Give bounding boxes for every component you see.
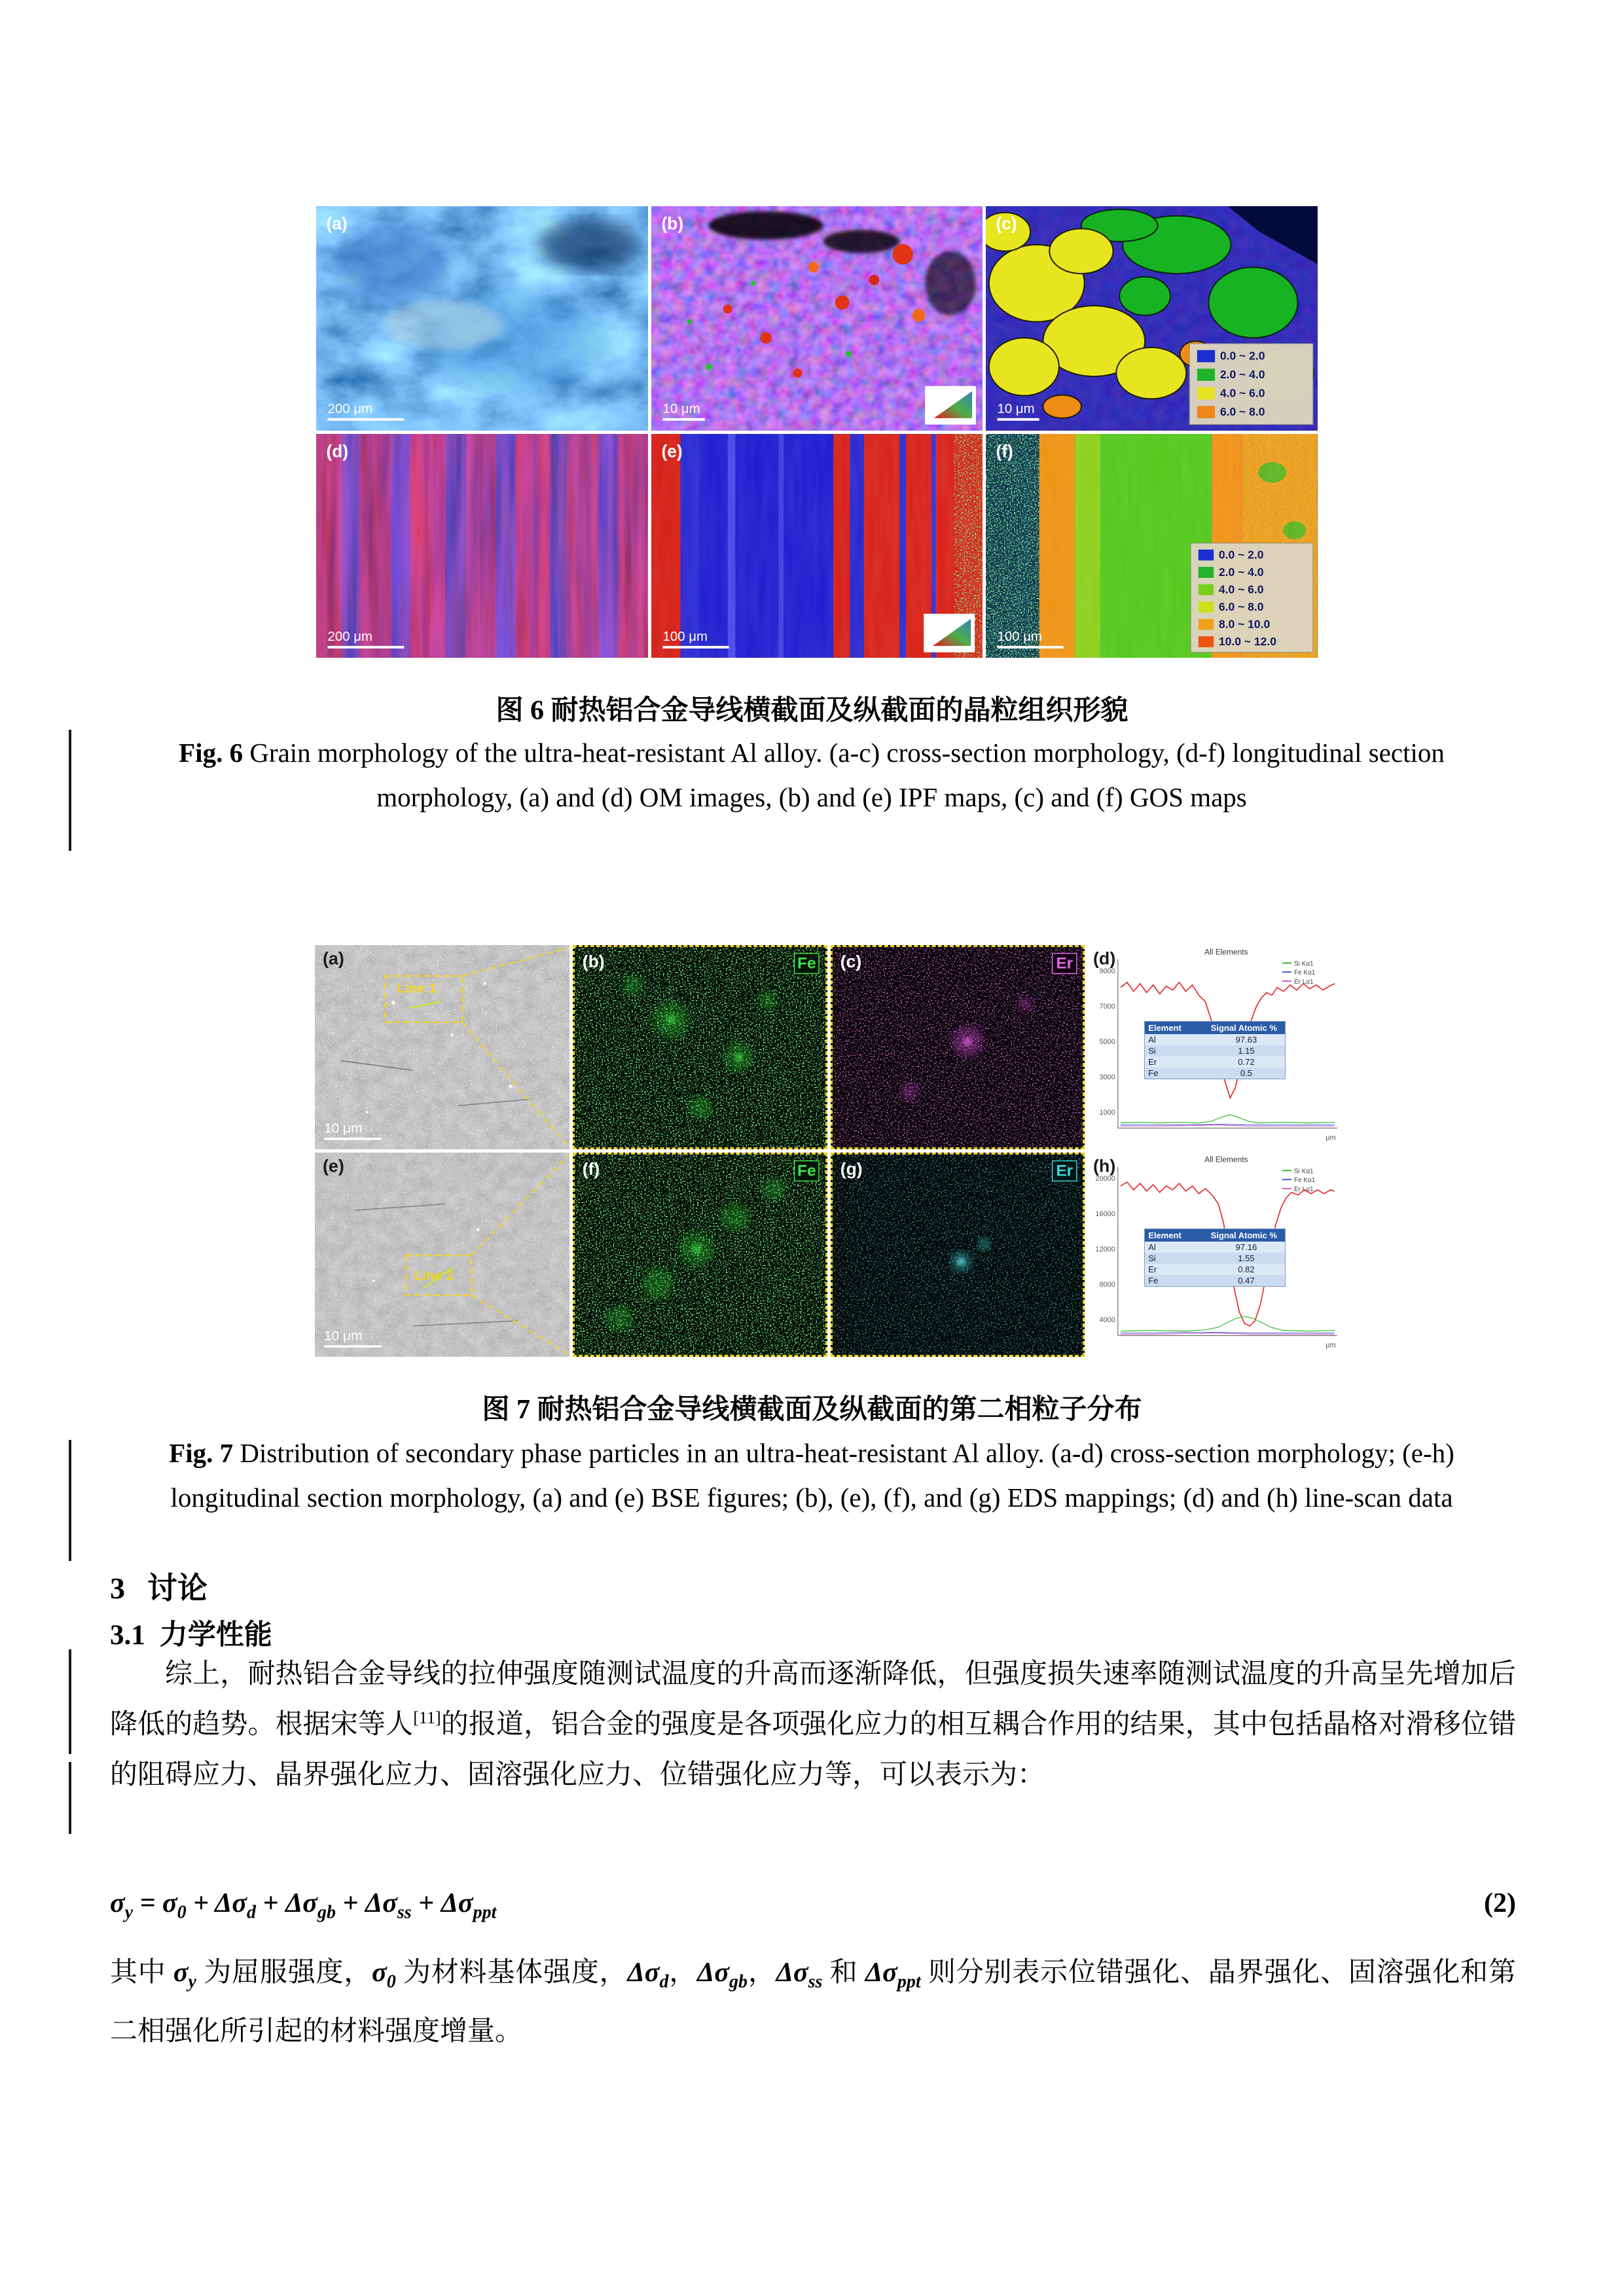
- plot-title: All Elements: [1204, 1155, 1248, 1164]
- ipf-triangle-inset: [925, 386, 976, 425]
- fig7-caption-en: [164, 1431, 1460, 1520]
- equation-body: $\sigma_y = \sigma_0 + \Delta\sigma_d + \Delta\sigma_{gb} + \Delta\sigma_{ss} + \Delta\sigma_{ppt}$: [110, 1888, 497, 1923]
- eds-table: [1144, 1229, 1286, 1287]
- fe-map-texture: [575, 947, 825, 1147]
- equation-2: [110, 1888, 1516, 1923]
- fig7-panel-linescan-long: [1088, 1153, 1343, 1357]
- panel-label: (c): [840, 952, 861, 971]
- fe-map-texture: [575, 1155, 825, 1355]
- paragraph-1-text-b: 的报道，铝合金的强度是各项强化应力的相互耦合作用的结果，其中包括晶格对滑移位错的阻碍应力、晶界强化应力、固溶强化应力、位错强化应力等，可以表示为：: [110, 1710, 1516, 1790]
- svg-text:7000: 7000: [1099, 1003, 1116, 1011]
- legend-swatch: [1197, 406, 1215, 418]
- section-title: 讨论: [147, 1571, 208, 1605]
- panel-label: (a): [326, 213, 348, 234]
- fig6-caption-zh: [0, 689, 1624, 728]
- svg-text:8000: 8000: [1099, 1281, 1116, 1289]
- svg-text:4000: 4000: [1099, 1316, 1116, 1324]
- panel-label: (c): [996, 213, 1017, 234]
- element-label: [794, 954, 818, 974]
- fig6-panel-gos-long: [986, 434, 1318, 658]
- plot-title: All Elements: [1204, 947, 1248, 957]
- legend-range: 4.0 ~ 6.0: [1220, 386, 1265, 400]
- figure-7-image-grid: [315, 945, 1343, 1357]
- legend-swatch: [1197, 387, 1215, 400]
- paragraph-1-text-a: 综上，耐热铝合金导线的拉伸强度随测试温度的升高而逐渐降低，但强度损失速率随测试温度的升高呈先增加后降低的趋势。根据宋等人: [110, 1659, 1516, 1740]
- panel-label: (b): [661, 213, 683, 234]
- legend-swatch: [1199, 549, 1214, 560]
- legend-range: 2.0 ~ 4.0: [1219, 565, 1264, 579]
- gos-legend: [1190, 344, 1314, 425]
- fig7-panel-er-map-cross: [831, 945, 1085, 1149]
- eds-table-header: Element Signal Atomic %: [1145, 1022, 1285, 1034]
- marker-label: Line 1: [397, 980, 437, 996]
- svg-text:Si Kα1: Si Kα1: [1294, 1168, 1314, 1175]
- legend-range: 0.0 ~ 2.0: [1220, 349, 1265, 363]
- legend-swatch: [1197, 350, 1215, 363]
- panel-label: (e): [661, 440, 683, 461]
- scale-label: 100 μm: [997, 628, 1043, 644]
- legend-swatch: [1199, 601, 1214, 613]
- revision-bar: [69, 1649, 71, 1754]
- svg-text:Si Kα1: Si Kα1: [1294, 960, 1314, 968]
- eds-table-header: Element Signal Atomic %: [1145, 1229, 1285, 1242]
- element-label: [1052, 1161, 1076, 1181]
- eds-table-row: Er 0.72: [1145, 1056, 1285, 1067]
- panel-label: (g): [840, 1159, 863, 1179]
- section-number: 3: [110, 1571, 125, 1605]
- svg-text:Fe: Fe: [797, 1162, 816, 1180]
- fig7-panel-bse-cross: [315, 945, 569, 1149]
- svg-text:1000: 1000: [1099, 1109, 1116, 1117]
- eds-table-row: Si 1.15: [1145, 1045, 1285, 1056]
- fig7-caption-en-label: Fig. 7: [169, 1438, 234, 1468]
- fig7-panel-er-map-long: [831, 1153, 1085, 1357]
- panel-label: (d): [326, 440, 349, 461]
- revision-bar: [69, 730, 71, 851]
- panel-label: (f): [996, 440, 1014, 461]
- legend-range: 10.0 ~ 12.0: [1219, 634, 1277, 648]
- scale-label: 100 μm: [662, 628, 708, 644]
- svg-text:Er: Er: [1055, 954, 1073, 973]
- er-map-texture: [833, 1155, 1083, 1355]
- fig6-caption-en-text: Grain morphology of the ultra-heat-resistant Al alloy. (a-c) cross-section morphology, (d-f) longitudinal section morphology, (a) and (d) OM images, (b) and (e) IPF maps, (c) and (f) GOS maps: [249, 738, 1445, 812]
- subsection-title: 力学性能: [159, 1620, 272, 1651]
- legend-range: 4.0 ~ 6.0: [1219, 582, 1264, 596]
- panel-label: (b): [582, 952, 605, 971]
- fig7-caption-zh: [0, 1388, 1624, 1427]
- panel-label: (e): [322, 1156, 344, 1176]
- legend-swatch: [1199, 619, 1214, 630]
- scale-label: 200 μm: [327, 628, 372, 644]
- legend-swatch: [1199, 584, 1214, 595]
- legend-swatch: [1199, 567, 1214, 578]
- scale-label: 10 μm: [323, 1328, 363, 1344]
- revision-bar: [69, 1440, 71, 1561]
- x-axis-label: μm: [1326, 1134, 1337, 1142]
- citation-ref-11: [11]: [413, 1708, 441, 1727]
- subsection-heading-mechanical: [110, 1613, 272, 1653]
- svg-text:16000: 16000: [1095, 1210, 1116, 1219]
- legend-swatch: [1197, 368, 1215, 381]
- fig6-panel-ipf-long: [651, 434, 983, 658]
- fig7-caption-zh-label: 图 7: [482, 1395, 530, 1425]
- panel-label: (a): [322, 948, 344, 969]
- svg-text:Fe: Fe: [797, 954, 816, 973]
- svg-text:12000: 12000: [1095, 1246, 1116, 1254]
- section-heading-discussion: [110, 1564, 208, 1607]
- eds-table-row: Fe 0.47: [1145, 1275, 1285, 1286]
- equation-number: (2): [1484, 1888, 1516, 1918]
- fig6-panel-ipf-cross: [651, 206, 983, 431]
- svg-text:Er Lα1: Er Lα1: [1294, 978, 1314, 986]
- paragraph-2: 其中 $\sigma_y$ 为屈服强度，$\sigma_0$ 为材料基体强度，$\Delta\sigma_d$，$\Delta\sigma_{gb}$，$\Delta\sigma_{ss}$ 和 $\Delta\sigma_{ppt}$ 则分别表示位错强化、晶界强化、固溶强化和第二相强化所引起的材料强度增量。: [110, 1958, 1516, 2047]
- fig7-caption-zh-text: 耐热铝合金导线横截面及纵截面的第二相粒子分布: [537, 1395, 1142, 1425]
- fig7-panel-fe-map-cross: [573, 945, 827, 1149]
- svg-text:20000: 20000: [1095, 1175, 1116, 1183]
- svg-text:Er: Er: [1055, 1162, 1073, 1180]
- fig6-caption-en-label: Fig. 6: [179, 738, 244, 768]
- fig6-panel-om-long: [316, 434, 648, 658]
- scale-label: 10 μm: [323, 1121, 363, 1136]
- eds-table-row: Al 97.16: [1145, 1242, 1285, 1253]
- ipf-triangle-inset: [924, 613, 975, 652]
- bse-texture: [315, 945, 569, 1149]
- er-map-texture: [833, 947, 1083, 1147]
- gos-legend: [1191, 543, 1313, 652]
- svg-text:Fe Kα1: Fe Kα1: [1294, 969, 1316, 977]
- legend-range: 8.0 ~ 10.0: [1219, 617, 1271, 630]
- scale-label: 10 μm: [997, 401, 1035, 417]
- om-cross-texture: [316, 206, 648, 431]
- panel-label: (f): [582, 1159, 600, 1179]
- fig7-caption-en-text: Distribution of secondary phase particles in an ultra-heat-resistant Al alloy. (a-d) cross-section morphology; (e-h) longitudinal section morphology, (a) and (e) BSE figures; (b), (e), (f), and (g) EDS mappings; (d) and (h) line-scan data: [170, 1438, 1454, 1513]
- fig6-panel-om-cross: [316, 206, 648, 431]
- legend-swatch: [1199, 636, 1214, 647]
- fig6-panel-gos-cross: [986, 206, 1318, 431]
- figure-6-image-grid: [316, 206, 1318, 658]
- fig6-caption-en: [164, 730, 1460, 819]
- eds-table: [1144, 1021, 1286, 1079]
- fig7-panel-linescan-cross: [1088, 945, 1343, 1149]
- fig7-panel-bse-long: [315, 1153, 569, 1357]
- svg-text:Er Lα1: Er Lα1: [1294, 1185, 1314, 1193]
- svg-text:9000: 9000: [1099, 967, 1116, 976]
- paragraph-2-text: 其中: [110, 1958, 173, 1988]
- paragraph-1: [110, 1649, 1516, 1801]
- fig7-panel-fe-map-long: [573, 1153, 827, 1357]
- legend-range: 6.0 ~ 8.0: [1220, 404, 1265, 418]
- eds-table-row: Fe 0.5: [1145, 1067, 1285, 1079]
- element-label: [794, 1161, 818, 1181]
- legend-range: 6.0 ~ 8.0: [1219, 600, 1264, 613]
- revision-bar: [69, 1762, 71, 1834]
- marker-label: Line 2: [414, 1268, 454, 1283]
- subsection-number: 3.1: [110, 1620, 145, 1651]
- panel-label: (h): [1093, 1156, 1116, 1176]
- svg-text:5000: 5000: [1099, 1038, 1116, 1047]
- bse-texture: [315, 1153, 569, 1357]
- scale-label: 200 μm: [327, 401, 372, 417]
- om-long-texture: [316, 434, 648, 658]
- scale-label: 10 μm: [662, 401, 700, 417]
- svg-text:Fe Kα1: Fe Kα1: [1294, 1177, 1316, 1185]
- fig6-caption-zh-text: 耐热铝合金导线横截面及纵截面的晶粒组织形貌: [550, 696, 1128, 726]
- eds-table-row: Al 97.63: [1145, 1034, 1285, 1045]
- eds-table-row: Er 0.82: [1145, 1264, 1285, 1275]
- legend-range: 0.0 ~ 2.0: [1219, 547, 1264, 561]
- x-axis-label: μm: [1326, 1341, 1337, 1350]
- legend-range: 2.0 ~ 4.0: [1220, 367, 1265, 382]
- eds-table-row: Si 1.55: [1145, 1253, 1285, 1264]
- element-label: [1052, 954, 1076, 974]
- fig6-caption-zh-label: 图 6: [496, 696, 544, 726]
- svg-text:3000: 3000: [1099, 1073, 1116, 1082]
- panel-label: (d): [1093, 948, 1116, 969]
